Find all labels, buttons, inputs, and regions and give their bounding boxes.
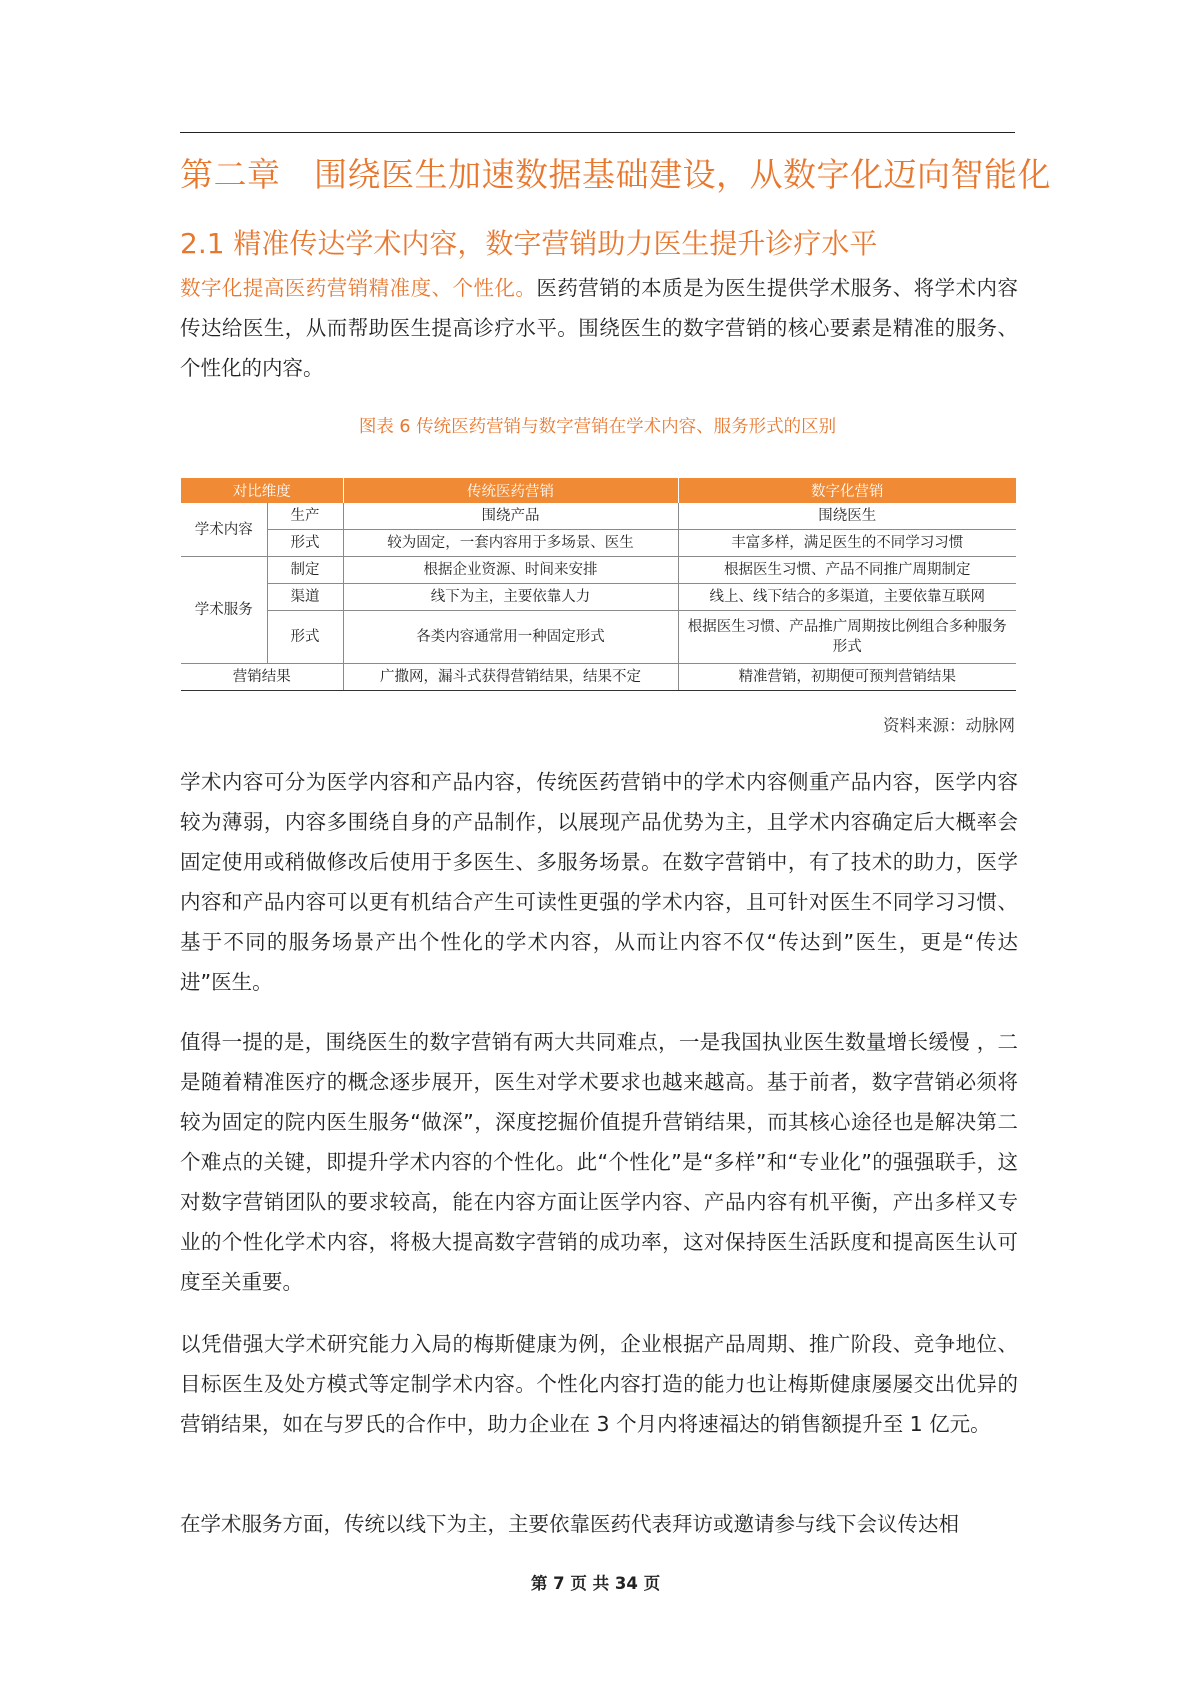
- table-row: [181, 557, 1016, 584]
- table-row: [181, 584, 1016, 611]
- table-row: [181, 530, 1016, 557]
- section-title: 2.1 精准传达学术内容，数字营销助力医生提升诊疗水平: [180, 227, 878, 260]
- comparison-table: [181, 478, 1016, 691]
- sub-cell: 形式: [267, 611, 343, 664]
- sub-cell: 生产: [267, 503, 343, 530]
- body-paragraph-3: 以凭借强大学术研究能力入局的梅斯健康为例，企业根据产品周期、推广阶段、竞争地位、目标医生及处方模式等定制学术内容。个性化内容打造的能力也让梅斯健康屡屡交出优异的营销结果，如在与罗氏的合作中，助力企业在 3 个月内将速福达的销售额提升至 1 亿元。: [180, 1332, 1018, 1436]
- digital-cell: 线上、线下结合的多渠道，主要依靠互联网: [678, 584, 1016, 611]
- sub-cell: 制定: [267, 557, 343, 584]
- traditional-cell: 较为固定，一套内容用于多场景、医生: [343, 530, 678, 557]
- page-footer: 第 7 页 共 34 页: [530, 1574, 661, 1593]
- traditional-cell: 围绕产品: [343, 503, 678, 530]
- digital-cell: 丰富多样，满足医生的不同学习习惯: [678, 530, 1016, 557]
- table-row: [181, 503, 1016, 530]
- group-cell: 学术内容: [181, 503, 267, 557]
- header-rule: [180, 132, 1015, 133]
- intro-highlight: 数字化提高医药营销精准度、个性化。: [180, 276, 537, 300]
- header-traditional: 传统医药营销: [343, 478, 678, 503]
- traditional-cell: 广撒网，漏斗式获得营销结果，结果不定: [343, 664, 678, 691]
- digital-cell: 围绕医生: [678, 503, 1016, 530]
- digital-cell: 根据医生习惯、产品不同推广周期制定: [678, 557, 1016, 584]
- body-paragraph-2: 值得一提的是，围绕医生的数字营销有两大共同难点，一是我国执业医生数量增长缓慢 ，二是随着精准医疗的概念逐步展开，医生对学术要求也越来越高。基于前者，数字营销必须将较为固定的院内医生服务“做深”，深度挖掘价值提升营销结果，而其核心途径也是解决第二个难点的关键，即提升学术内容的个性化。此“个性化”是“多样”和“专业化”的强强联手，这对数字营销团队的要求较高，能在内容方面让医学内容、产品内容有机平衡，产出多样又专业的个性化学术内容，将极大提高数字营销的成功率，这对保持医生活跃度和提高医生认可度至关重要。: [180, 1030, 1018, 1294]
- traditional-cell: 根据企业资源、时间来安排: [343, 557, 678, 584]
- group-cell: 营销结果: [181, 664, 343, 691]
- intro-paragraph: [180, 268, 1018, 388]
- figure-caption: 图表 6 传统医药营销与数字营销在学术内容、服务形式的区别: [358, 417, 837, 437]
- header-dimension: 对比维度: [181, 478, 343, 503]
- chapter-title: 第二章 围绕医生加速数据基础建设，从数字化迈向智能化: [180, 155, 1051, 194]
- traditional-cell: 各类内容通常用一种固定形式: [343, 611, 678, 664]
- digital-cell: 精准营销，初期便可预判营销结果: [678, 664, 1016, 691]
- traditional-cell: 线下为主，主要依靠人力: [343, 584, 678, 611]
- table-row: [181, 664, 1016, 691]
- sub-cell: 渠道: [267, 584, 343, 611]
- body-paragraph-1: 学术内容可分为医学内容和产品内容，传统医药营销中的学术内容侧重产品内容，医学内容较为薄弱，内容多围绕自身的产品制作，以展现产品优势为主，且学术内容确定后大概率会固定使用或稍做修改后使用于多医生、多服务场景。在数字营销中，有了技术的助力，医学内容和产品内容可以更有机结合产生可读性更强的学术内容，且可针对医生不同学习习惯、基于不同的服务场景产出个性化的学术内容，从而让内容不仅“传达到”医生，更是“传达进”医生。: [180, 770, 1018, 994]
- sub-cell: 形式: [267, 530, 343, 557]
- header-digital: 数字化营销: [678, 478, 1016, 503]
- body-paragraph-4: 在学术服务方面，传统以线下为主，主要依靠医药代表拜访或邀请参与线下会议传达相: [180, 1512, 959, 1536]
- group-cell: 学术服务: [181, 557, 267, 664]
- source-note: 资料来源：动脉网: [883, 716, 1015, 735]
- table-header-row: [181, 478, 1016, 503]
- table-row: [181, 611, 1016, 664]
- intro-text: 医药营销的本质是为医生提供学术服务、将学术内容传达给医生，从而帮助医生提高诊疗水平。围绕医生的数字营销的核心要素是精准的服务、个性化的内容。: [180, 276, 1019, 380]
- digital-cell: 根据医生习惯、产品推广周期按比例组合多种服务形式: [678, 611, 1016, 664]
